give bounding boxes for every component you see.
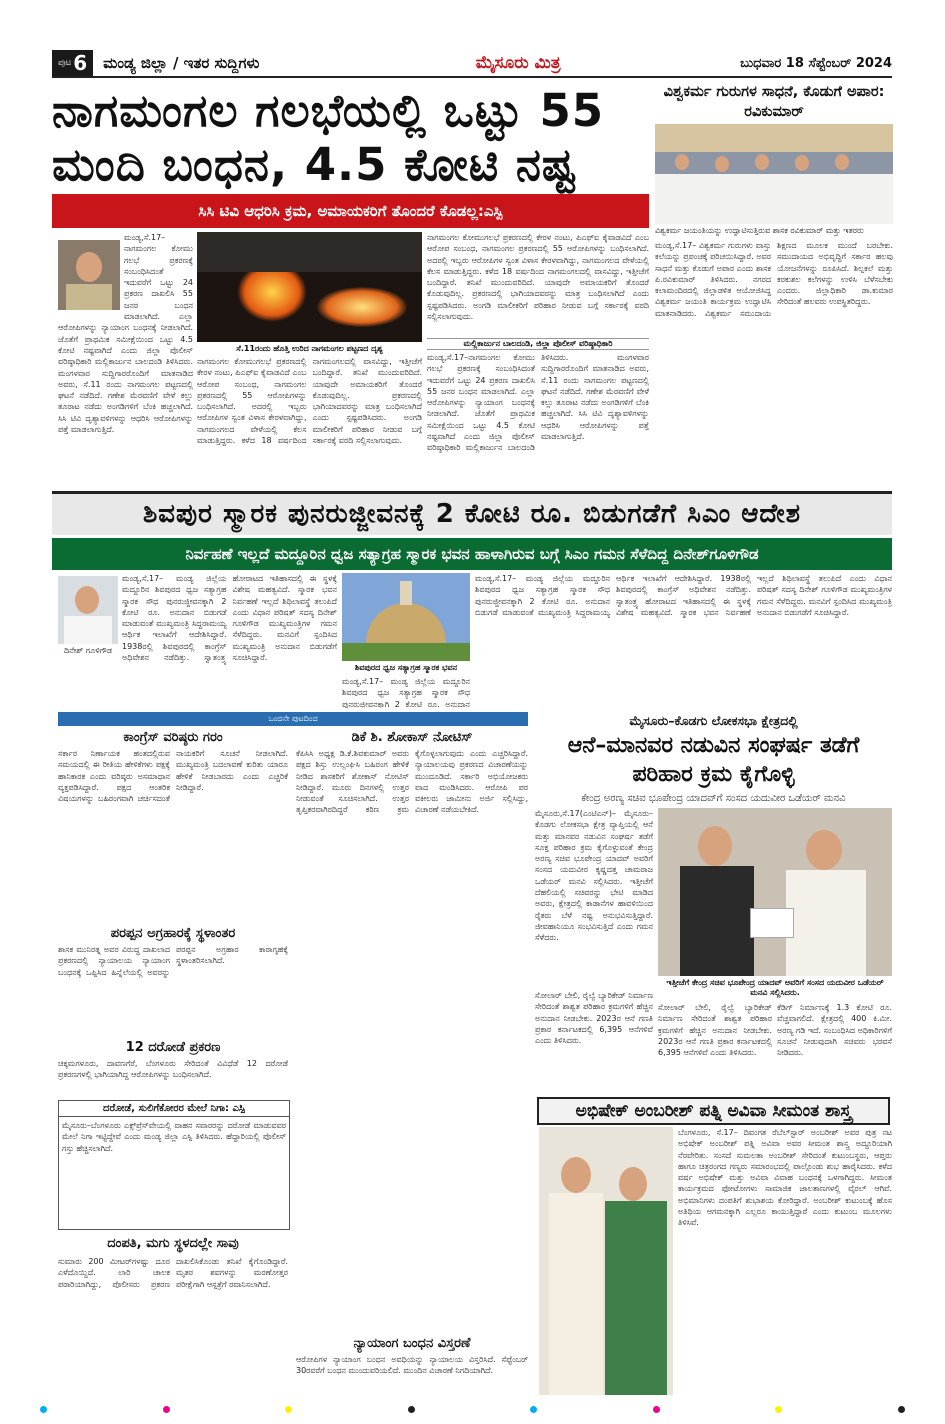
parappana-headline: ಪರಪ್ಪನ ಅಗ್ರಹಾರಕ್ಕೆ ಸ್ಥಳಾಂತರ bbox=[110, 926, 236, 941]
lead-col2 bbox=[197, 356, 422, 488]
vishwakarma-caption: ವಿಶ್ವಕರ್ಮ ಜಯಂತಿಯನ್ನು ಉದ್ಘಾಟಿಸುತ್ತಿರುವ ಶಾಸಕ ರವಿಕುಮಾರ್ ಮತ್ತು ಇತರರು bbox=[655, 226, 864, 235]
parappana-body bbox=[58, 944, 288, 1034]
page-number-box bbox=[52, 50, 93, 76]
elephant-kicker: ಮೈಸೂರು–ಕೊಡಗು ಲೋಕಸಭಾ ಕ್ಷೇತ್ರದಲ್ಲಿ bbox=[629, 713, 798, 728]
lead-col1-text: ಮಂಡ್ಯ,ಸೆ.17–ನಾಗಮಂಗಲ ಕೋಮು ಗಲಭೆ ಪ್ರಕರಣಕ್ಕೆ ಸಂಬಂಧಿಸಿದಂತೆ ಇದುವರೆಗೆ ಒಟ್ಟು 24 ಪ್ರಕರಣ ದಾಖಲಿಸಿ 55 ಜನರ ಬಂಧನ ಮಾಡಲಾಗಿದೆ. ಎಲ್ಲಾ ಆರೋಪಿಗಳನ್ನು ನ್ಯಾಯಾಂಗ ಬಂಧನಕ್ಕೆ ನೀಡಲಾಗಿದೆ. ಜೊತೆಗೆ ಪ್ರಾಥಮಿಕ ಸಮೀಕ್ಷೆಯಿಂದ ಒಟ್ಟು 4.5 ಕೋಟಿ ನಷ್ಟವಾಗಿದೆ ಎಂದು ಜಿಲ್ಲಾ ಪೊಲೀಸ್ ವರಿಷ್ಠಾಧಿಕಾರಿ ಮಲ್ಲಿಕಾರ್ಜುನ ಬಾಲದಂಡಿ ತಿಳಿಸಿದರು. ಮಂಗಳವಾರ ಸುದ್ದಿಗಾರರೊಂದಿಗೆ ಮಾತನಾಡಿದ ಅವರು, ಸೆ.11 ರಂದು ನಾಗಮಂಗಲ ಪಟ್ಟಣದಲ್ಲಿ ಘಟನೆ ನಡೆದಿದೆ. ಗಣೇಶ ಮೆರವಣಿಗೆ ವೇಳೆ ಕಲ್ಲು ತೂರಾಟ ನಡೆದು ಅಂಗಡಿಗಳಿಗೆ ಬೆಂಕಿ ಹಚ್ಚಲಾಗಿದೆ. ಸಿಸಿ ಟಿವಿ ದೃಶ್ಯಾವಳಿಗಳನ್ನು ಆಧರಿಸಿ ಆರೋಪಿಗಳನ್ನು ಪತ್ತೆ ಮಾಡಲಾಗುತ್ತಿದೆ. bbox=[58, 233, 193, 435]
elephant-col3 bbox=[777, 1002, 892, 1090]
elephant-col1b bbox=[535, 990, 653, 1090]
remand-body bbox=[296, 1354, 528, 1396]
shivapura-col3-text: ಮಂಡ್ಯ,ಸೆ.17– ಮಂಡ್ಯ ಜಿಲ್ಲೆಯ ಮದ್ದೂರಿನ ಶಿವಪುರದ ಧ್ವಜ ಸತ್ಯಾಗ್ರಹ ಸ್ಮಾರಕ ಸೌಧ ಪುನರುಜ್ಜೀವನಕ್ಕಾಗಿ 2 ಕೋಟಿ ರೂ. ಅನುದಾನ ಬಿಡುಗಡೆ ಮಾಡುವಂತೆ ಮುಖ್ಯಮಂತ್ರಿ ಸಿದ್ದರಾಮಯ್ಯ ಆರ್ಥಿಕ ಇಲಾಖೆಗೆ ಆದೇಶಿಸಿದ್ದಾರೆ. 1938ರಲ್ಲಿ ಶಿವಪುರದಲ್ಲಿ ಕಾಂಗ್ರೆಸ್ ಅಧಿವೇಶನ ನಡೆದಿತ್ತು. ಸ್ವಾತಂತ್ರ್ಯ ಹೋರಾಟದ ಇತಿಹಾಸದಲ್ಲಿ ಈ ಸ್ಥಳಕ್ಕೆ ವಿಶೇಷ ಮಹತ್ವವಿದೆ. ಸ್ಮಾರಕ ಭವನ ನಿರ್ವಹಣೆ ಇಲ್ಲದೆ ಶಿಥಿಲಾವಸ್ಥೆ ತಲುಪಿದೆ ಎಂದು ವಿಧಾನ ಪರಿಷತ್ ಸದಸ್ಯ ದಿನೇಶ್ ಗೂಳಿಗೌಡ ಮುಖ್ಯಮಂತ್ರಿಗಳ ಗಮನ ಸೆಳೆದಿದ್ದರು. ಮನವಿಗೆ ಸ್ಪಂದಿಸಿದ ಮುಖ್ಯಮಂತ್ರಿ ಅನುದಾನ ಬಿಡುಗಡೆಗೆ ಸೂಚಿಸಿದ್ದಾರೆ. bbox=[475, 574, 892, 617]
raids-body bbox=[58, 1058, 288, 1094]
sp-name-caption: ಮಲ್ಲಿಕಾರ್ಜುನ ಬಾಲದಂಡಿ, ಜಿಲ್ಲಾ ಪೊಲೀಸ್ ವರಿಷ್ಠಾಧಿಕಾರಿ bbox=[427, 338, 649, 350]
reg-dot bbox=[653, 1406, 660, 1413]
dk-body bbox=[296, 748, 528, 1330]
lead-col1 bbox=[58, 232, 193, 488]
couple-headline: ದಂಪತಿ, ಮಗು ಸ್ಥಳದಲ್ಲೇ ಸಾವು bbox=[107, 1236, 239, 1251]
elephant-col1-text: ಮೈಸೂರು,ಸೆ.17(ಎಂಟಿಎನ್)– ಮೈಸೂರು–ಕೊಡಗು ಲೋಕಸಭಾ ಕ್ಷೇತ್ರ ವ್ಯಾಪ್ತಿಯಲ್ಲಿ ಆನೆ ಮತ್ತು ಮಾನವರ ನಡುವಿನ ಸಂಘರ್ಷ ತಡೆಗೆ ಸೂಕ್ತ ಪರಿಹಾರ ಕ್ರಮ ಕೈಗೊಳ್ಳುವಂತೆ ಕೇಂದ್ರ ಅರಣ್ಯ ಸಚಿವ ಭೂಪೇಂದ್ರ ಯಾದವ್ ಅವರಿಗೆ ಸಂಸದ ಯದುವೀರ ಕೃಷ್ಣದತ್ತ ಚಾಮರಾಜ ಒಡೆಯರ್ ಮನವಿ ಸಲ್ಲಿಸಿದರು. ಇತ್ತೀಚೆಗೆ ದೆಹಲಿಯಲ್ಲಿ ಸಚಿವರನ್ನು ಭೇಟಿ ಮಾಡಿದ ಅವರು, ಕ್ಷೇತ್ರದಲ್ಲಿ ಕಾಡಾನೆಗಳ ಹಾವಳಿಯಿಂದ ರೈತರು ಬೆಳೆ ನಷ್ಟ ಅನುಭವಿಸುತ್ತಿದ್ದಾರೆ. ಜೀವಹಾನಿಯೂ ಸಂಭವಿಸುತ್ತಿದೆ ಎಂದು ಗಮನ ಸೆಳೆದರು. bbox=[535, 809, 653, 943]
elephant-col1 bbox=[535, 808, 653, 986]
elephant-subhead: ಕೇಂದ್ರ ಅರಣ್ಯ ಸಚಿವ ಭೂಪೇಂದ್ರ ಯಾದವ್‌ಗೆ ಸಂಸದ ಯದುವೀರ ಒಡೆಯರ್ ಮನವಿ bbox=[581, 793, 846, 804]
vishwakarma-body bbox=[655, 240, 893, 488]
sp-box-headline: ದರೋಡೆ, ಸುಲಿಗೆಕೋರರ ಮೇಲೆ ನಿಗಾ: ಎಸ್ಪಿ bbox=[59, 1101, 289, 1117]
issue-date: ಬುಧವಾರ 18 ಸೆಪ್ಟೆಂಬರ್ 2024 bbox=[740, 55, 892, 71]
elephant-col3-text: ಕೆಡಿಗ್ ನಿರ್ಮಾಣಕ್ಕೆ 1.3 ಕೋಟಿ ರೂ. ವೆಚ್ಚವಾಗಲಿದೆ. ಕ್ಷೇತ್ರದಲ್ಲಿ 400 ಕಿ.ಮೀ. ಅರಣ್ಯ ಗಡಿ ಇದೆ. ಸಂಬಂಧಿಸಿದ ಅಧಿಕಾರಿಗಳಿಗೆ ಸೂಚನೆ ನೀಡುವುದಾಗಿ ಸಚಿವರು ಭರವಸೆ ನೀಡಿದರು. bbox=[777, 1003, 892, 1058]
memorial-photo bbox=[342, 573, 470, 661]
congress-headline: ಕಾಂಗ್ರೆಸ್ ವರಿಷ್ಠರು ಗರಂ bbox=[123, 730, 223, 745]
shivapura-col3 bbox=[475, 573, 892, 708]
continued-bar: ಒಂದನೇ ಪುಟದಿಂದ bbox=[58, 712, 528, 726]
riot-photo-caption: ಸೆ.11ರಂದು ಹೊತ್ತಿ ಉರಿದ ನಾಗಮಂಗಲ ಪಟ್ಟಣದ ದೃಶ್ಯ bbox=[236, 344, 383, 353]
shivapura-subhead: ನಿರ್ವಹಣೆ ಇಲ್ಲದೆ ಮದ್ದೂರಿನ ಧ್ವಜ ಸತ್ಯಾಗ್ರಹ ಸ್ಮಾರಕ ಭವನ ಹಾಳಾಗಿರುವ ಬಗ್ಗೆ ಸಿಎಂ ಗಮನ ಸೆಳೆದಿದ್ದ ದಿನೇಶ್‌ಗೂಳಿಗೌಡ bbox=[52, 538, 892, 570]
elephant-col2 bbox=[658, 1002, 772, 1090]
page-header bbox=[52, 50, 892, 78]
aviva-photo bbox=[539, 1127, 673, 1395]
lead-col4-text: ಮಂಡ್ಯ,ಸೆ.17–ನಾಗಮಂಗಲ ಕೋಮು ಗಲಭೆ ಪ್ರಕರಣಕ್ಕೆ ಸಂಬಂಧಿಸಿದಂತೆ ಇದುವರೆಗೆ ಒಟ್ಟು 24 ಪ್ರಕರಣ ದಾಖಲಿಸಿ 55 ಜನರ ಬಂಧನ ಮಾಡಲಾಗಿದೆ. ಎಲ್ಲಾ ಆರೋಪಿಗಳನ್ನು ನ್ಯಾಯಾಂಗ ಬಂಧನಕ್ಕೆ ನೀಡಲಾಗಿದೆ. ಜೊತೆಗೆ ಪ್ರಾಥಮಿಕ ಸಮೀಕ್ಷೆಯಿಂದ ಒಟ್ಟು 4.5 ಕೋಟಿ ನಷ್ಟವಾಗಿದೆ ಎಂದು ಜಿಲ್ಲಾ ಪೊಲೀಸ್ ವರಿಷ್ಠಾಧಿಕಾರಿ ಮಲ್ಲಿಕಾರ್ಜುನ ಬಾಲದಂಡಿ ತಿಳಿಸಿದರು. ಮಂಗಳವಾರ ಸುದ್ದಿಗಾರರೊಂದಿಗೆ ಮಾತನಾಡಿದ ಅವರು, ಸೆ.11 ರಂದು ನಾಗಮಂಗಲ ಪಟ್ಟಣದಲ್ಲಿ ಘಟನೆ ನಡೆದಿದೆ. ಗಣೇಶ ಮೆರವಣಿಗೆ ವೇಳೆ ಕಲ್ಲು ತೂರಾಟ ನಡೆದು ಅಂಗಡಿಗಳಿಗೆ ಬೆಂಕಿ ಹಚ್ಚಲಾಗಿದೆ. ಸಿಸಿ ಟಿವಿ ದೃಶ್ಯಾವಳಿಗಳನ್ನು ಆಧರಿಸಿ ಆರೋಪಿಗಳನ್ನು ಪತ್ತೆ ಮಾಡಲಾಗುತ್ತಿದೆ. bbox=[427, 353, 649, 453]
minister-caption: ಇತ್ತೀಚೆಗೆ ಕೇಂದ್ರ ಸಚಿವ ಭೂಪೇಂದ್ರ ಯಾದವ್ ಅವರಿಗೆ ಸಂಸದ ಯದುವೀರ ಒಡೆಯರ್ ಮನವಿ ಸಲ್ಲಿಸಿದರು. bbox=[666, 978, 884, 997]
dinesh-caption: ದಿನೇಶ್ ಗೂಳಿಗೌಡ bbox=[64, 646, 112, 655]
lead-subhead: ಸಿಸಿ ಟಿವಿ ಆಧರಿಸಿ ಕ್ರಮ, ಅಮಾಯಕರಿಗೆ ತೊಂದರೆ ಕೊಡಲ್ಲ:ಎಸ್ಪಿ bbox=[52, 194, 649, 228]
shivapura-col1 bbox=[122, 573, 337, 708]
lead-col3-text: ನಾಗಮಂಗಲ ಕೋಮುಗಲಭೆ ಪ್ರಕರಣದಲ್ಲಿ ಕೇರಳ ನಂಟು, ಪಿಎಫ್‌ಐ ಕೈವಾಡವಿದೆ ಎಂಬ ಆರೋಪ ಸಂಬಂಧ, ನಾಗಮಂಗಲ ಪ್ರಕರಣದಲ್ಲಿ 55 ಆರೋಪಿಗಳನ್ನು ಬಂಧಿಸಲಾಗಿದೆ. ಅದರಲ್ಲಿ ಇಬ್ಬರು ಆರೋಪಿಗಳ ಸ್ವಂತ ವಿಳಾಸ ಕೇರಳವಾಗಿದ್ದು, ನಾಗಮಂಗಲದ ವೇಳೆಯಲ್ಲಿ ಕೆಲಸ ಮಾಡುತ್ತಿದ್ದರು. ಕಳೆದ 18 ವರ್ಷದಿಂದ ನಾಗಮಂಗಲದಲ್ಲಿ ವಾಸವಿದ್ದು, ಇತ್ತೀಚೆಗೆ ಬಂದಿದ್ದಾರೆ. ತನಿಖೆ ಮುಂದುವರಿದಿದೆ. ಯಾವುದೇ ಅಮಾಯಕರಿಗೆ ತೊಂದರೆ ಕೊಡುವುದಿಲ್ಲ. ಪ್ರಕರಣದಲ್ಲಿ ಭಾಗಿಯಾದವರನ್ನು ಮಾತ್ರ ಬಂಧಿಸಲಾಗಿದೆ ಎಂದು ಸ್ಪಷ್ಟಪಡಿಸಿದರು. ಅಂಗಡಿ ಮಾಲೀಕರಿಗೆ ಪರಿಹಾರ ನೀಡುವ ಬಗ್ಗೆ ಸರ್ಕಾರಕ್ಕೆ ವರದಿ ಸಲ್ಲಿಸಲಾಗುವುದು. bbox=[427, 233, 649, 322]
dinesh-photo bbox=[58, 576, 118, 644]
reg-dot bbox=[530, 1406, 537, 1413]
elephant-col1b-text: ಸೋಲಾರ್ ಬೇಲಿ, ರೈಲ್ವೆ ಬ್ಯಾರಿಕೇಡ್ ನಿರ್ಮಾಣ ಸೇರಿದಂತೆ ಶಾಶ್ವತ ಪರಿಹಾರ ಕ್ರಮಗಳಿಗೆ ಹೆಚ್ಚಿನ ಅನುದಾನ ನೀಡಬೇಕು. 2023ರ ಆನೆ ಗಣತಿ ಪ್ರಕಾರ ಕರ್ನಾಟಕದಲ್ಲಿ 6,395 ಆನೆಗಳಿವೆ ಎಂದು ತಿಳಿಸಿದರು. bbox=[535, 991, 653, 1046]
couple-body-text: ಸುಮಾರು 200 ಮೀಟರ್‌ಗಳಷ್ಟು ದೂರ ಎಳೆದೊಯ್ದಿದೆ. ಲಾರಿ ಚಾಲಕ ಪರಾರಿಯಾಗಿದ್ದು, ಪೊಲೀಸರು ಪ್ರಕರಣ ದಾಖಲಿಸಿಕೊಂಡು ತನಿಖೆ ಕೈಗೊಂಡಿದ್ದಾರೆ. ಮೃತರ ಶವಗಳನ್ನು ಮರಣೋತ್ತರ ಪರೀಕ್ಷೆಗಾಗಿ ಆಸ್ಪತ್ರೆಗೆ ರವಾನಿಸಲಾಗಿದೆ. bbox=[58, 1257, 288, 1289]
shivapura-col2 bbox=[342, 676, 470, 708]
page-label: ಪುಟ bbox=[58, 58, 72, 68]
reg-dot bbox=[898, 1406, 905, 1413]
reg-dot bbox=[40, 1406, 47, 1413]
memorial-caption: ಶಿವಪುರದ ಧ್ವಜ ಸತ್ಯಾಗ್ರಹ ಸ್ಮಾರಕ ಭವನ bbox=[354, 663, 458, 672]
shivapura-col1-text: ಮಂಡ್ಯ,ಸೆ.17– ಮಂಡ್ಯ ಜಿಲ್ಲೆಯ ಮದ್ದೂರಿನ ಶಿವಪುರದ ಧ್ವಜ ಸತ್ಯಾಗ್ರಹ ಸ್ಮಾರಕ ಸೌಧ ಪುನರುಜ್ಜೀವನಕ್ಕಾಗಿ 2 ಕೋಟಿ ರೂ. ಅನುದಾನ ಬಿಡುಗಡೆ ಮಾಡುವಂತೆ ಮುಖ್ಯಮಂತ್ರಿ ಸಿದ್ದರಾಮಯ್ಯ ಆರ್ಥಿಕ ಇಲಾಖೆಗೆ ಆದೇಶಿಸಿದ್ದಾರೆ. 1938ರಲ್ಲಿ ಶಿವಪುರದಲ್ಲಿ ಕಾಂಗ್ರೆಸ್ ಅಧಿವೇಶನ ನಡೆದಿತ್ತು. ಸ್ವಾತಂತ್ರ್ಯ ಹೋರಾಟದ ಇತಿಹಾಸದಲ್ಲಿ ಈ ಸ್ಥಳಕ್ಕೆ ವಿಶೇಷ ಮಹತ್ವವಿದೆ. ಸ್ಮಾರಕ ಭವನ ನಿರ್ವಹಣೆ ಇಲ್ಲದೆ ಶಿಥಿಲಾವಸ್ಥೆ ತಲುಪಿದೆ ಎಂದು ವಿಧಾನ ಪರಿಷತ್ ಸದಸ್ಯ ದಿನೇಶ್ ಗೂಳಿಗೌಡ ಮುಖ್ಯಮಂತ್ರಿಗಳ ಗಮನ ಸೆಳೆದಿದ್ದರು. ಮನವಿಗೆ ಸ್ಪಂದಿಸಿದ ಮುಖ್ಯಮಂತ್ರಿ ಅನುದಾನ ಬಿಡುಗಡೆಗೆ ಸೂಚಿಸಿದ್ದಾರೆ. bbox=[122, 574, 337, 663]
vishwakarma-body-text: ಮಂಡ್ಯ,ಸೆ.17– ವಿಶ್ವಕರ್ಮ ಗುರುಗಳು ವಾಸ್ತು ಕಲೆಯನ್ನು ಪ್ರಪಂಚಕ್ಕೆ ಪರಿಚಯಿಸಿದ್ದಾರೆ. ಅವರ ಸಾಧನೆ ಮತ್ತು ಕೊಡುಗೆ ಅಪಾರ ಎಂದು ಶಾಸಕ ಪಿ.ರವಿಕುಮಾರ್ ತಿಳಿಸಿದರು. ನಗರದ ಕಲಾಮಂದಿರದಲ್ಲಿ ಜಿಲ್ಲಾಡಳಿತ ಆಯೋಜಿಸಿದ್ದ ವಿಶ್ವಕರ್ಮ ಜಯಂತಿ ಕಾರ್ಯಕ್ರಮ ಉದ್ಘಾಟಿಸಿ ಮಾತನಾಡಿದರು. ವಿಶ್ವಕರ್ಮ ಸಮುದಾಯ ಶಿಕ್ಷಣದ ಮೂಲಕ ಮುಂದೆ ಬರಬೇಕು. ಸಮುದಾಯದ ಅಭಿವೃದ್ಧಿಗೆ ಸರ್ಕಾರ ಹಲವು ಯೋಜನೆಗಳನ್ನು ರೂಪಿಸಿದೆ. ಶಿಲ್ಪಕಲೆ ಮತ್ತು ಕರಕುಶಲ ಕಲೆಗಳನ್ನು ಉಳಿಸಿ ಬೆಳೆಸಬೇಕು ಎಂದರು. ಜಿಲ್ಲಾಧಿಕಾರಿ ಡಾ.ಕುಮಾರ ಸೇರಿದಂತೆ ಹಲವರು ಉಪಸ್ಥಿತರಿದ್ದರು. bbox=[655, 241, 893, 318]
masthead: ಮೈಸೂರು ಮಿತ್ರ bbox=[475, 53, 561, 73]
reg-dot bbox=[408, 1406, 415, 1413]
dk-headline: ಡಿಕೆ ಶಿ. ಶೋಕಾಸ್ ನೋಟಿಸ್ bbox=[351, 730, 473, 745]
section-title: ಮಂಡ್ಯ ಜಿಲ್ಲಾ / ಇತರ ಸುದ್ದಿಗಳು bbox=[103, 54, 260, 72]
remand-headline: ನ್ಯಾಯಾಂಗ ಬಂಧನ ವಿಸ್ತರಣೆ bbox=[353, 1336, 471, 1351]
reg-dot bbox=[285, 1406, 292, 1413]
lead-col4 bbox=[427, 352, 649, 488]
couple-body bbox=[58, 1256, 288, 1396]
aviva-body-text: ಬೆಂಗಳೂರು, ಸೆ.17– ದಿವಂಗತ ರೆಬೆಲ್‌ಸ್ಟಾರ್ ಅಂಬರೀಶ್ ಅವರ ಪುತ್ರ ನಟ ಅಭಿಷೇಕ್ ಅಂಬರೀಶ್ ಪತ್ನಿ ಅವಿವಾ ಅವರ ಸೀಮಂತ ಶಾಸ್ತ್ರ ಅದ್ಧೂರಿಯಾಗಿ ನೆರವೇರಿತು. ಸಂಸದೆ ಸುಮಲತಾ ಅಂಬರೀಶ್ ಸೇರಿದಂತೆ ಕುಟುಂಬಸ್ಥರು, ಆಪ್ತರು ಹಾಗೂ ಚಿತ್ರರಂಗದ ಗಣ್ಯರು ಸಮಾರಂಭದಲ್ಲಿ ಪಾಲ್ಗೊಂಡು ಶುಭ ಹಾರೈಸಿದರು. ಕಳೆದ ವರ್ಷ ಅಭಿಷೇಕ್ ಮತ್ತು ಅವಿವಾ ವಿವಾಹ ಬಂಧನಕ್ಕೆ ಒಳಗಾಗಿದ್ದರು. ಸೀಮಂತ ಕಾರ್ಯಕ್ರಮದ ಫೋಟೋಗಳು ಸಾಮಾಜಿಕ ಜಾಲತಾಣಗಳಲ್ಲಿ ವೈರಲ್ ಆಗಿವೆ. ಅಭಿಮಾನಿಗಳು ದಂಪತಿಗೆ ಶುಭಾಶಯ ಕೋರಿದ್ದಾರೆ. ಅಂಬರೀಶ್ ಕುಟುಂಬಕ್ಕೆ ಹೊಸ ಅತಿಥಿಯ ಆಗಮನಕ್ಕಾಗಿ ಎಲ್ಲರೂ ಕಾಯುತ್ತಿದ್ದಾರೆ ಎಂದು ಕುಟುಂಬ ಮೂಲಗಳು ತಿಳಿಸಿವೆ. bbox=[678, 1128, 892, 1228]
lead-col3 bbox=[427, 232, 649, 336]
raids-headline: 12 ದರೋಡೆ ಪ್ರಕರಣ bbox=[125, 1040, 221, 1055]
raids-body-text: ಚಿಕ್ಕಮಗಳೂರು, ದಾವಣಗೆರೆ, ಬೆಂಗಳೂರು ಸೇರಿದಂತೆ ವಿವಿಧೆಡೆ 12 ದರೋಡೆ ಪ್ರಕರಣಗಳಲ್ಲಿ ಭಾಗಿಯಾಗಿದ್ದ ಆರೋಪಿಗಳನ್ನು ಬಂಧಿಸಲಾಗಿದೆ. bbox=[58, 1059, 288, 1080]
sp-box bbox=[58, 1100, 290, 1230]
page-number: 6 bbox=[73, 51, 88, 75]
lead-headline: ನಾಗಮಂಗಲ ಗಲಭೆಯಲ್ಲಿ ಒಟ್ಟು 55 ಮಂದಿ ಬಂಧನ, 4.5 ಕೋಟಿ ನಷ್ಟ bbox=[52, 84, 605, 191]
sp-box-body-text: ಮೈಸೂರು–ಬೆಂಗಳೂರು ಎಕ್ಸ್‌ಪ್ರೆಸ್‌ವೇಯಲ್ಲಿ ವಾಹನ ಸವಾರರನ್ನು ದರೋಡೆ ಮಾಡುವವರ ಮೇಲೆ ನಿಗಾ ಇಟ್ಟಿದ್ದೇವೆ ಎಂದು ಮಂಡ್ಯ ಜಿಲ್ಲಾ ಎಸ್ಪಿ ತಿಳಿಸಿದರು. ಹೆದ್ದಾರಿಯಲ್ಲಿ ಪೊಲೀಸ್ ಗಸ್ತು ಹೆಚ್ಚಿಸಲಾಗಿದೆ. bbox=[62, 1121, 286, 1153]
minister-photo bbox=[658, 808, 892, 976]
elephant-col2-text: ಸೋಲಾರ್ ಬೇಲಿ, ರೈಲ್ವೆ ಬ್ಯಾರಿಕೇಡ್ ನಿರ್ಮಾಣ ಸೇರಿದಂತೆ ಶಾಶ್ವತ ಪರಿಹಾರ ಕ್ರಮಗಳಿಗೆ ಹೆಚ್ಚಿನ ಅನುದಾನ ನೀಡಬೇಕು. 2023ರ ಆನೆ ಗಣತಿ ಪ್ರಕಾರ ಕರ್ನಾಟಕದಲ್ಲಿ 6,395 ಆನೆಗಳಿವೆ ಎಂದು ತಿಳಿಸಿದರು. bbox=[658, 1003, 772, 1058]
congress-body-text: ಸರ್ಕಾರ ನಿರ್ಣಾಯಕ ಹಂತದಲ್ಲಿರುವ ಸಮಯದಲ್ಲಿ ಈ ರೀತಿಯ ಹೇಳಿಕೆಗಳು ಪಕ್ಷಕ್ಕೆ ಹಾನಿಕಾರಕ ಎಂದು ವರಿಷ್ಠರು ಅಸಮಾಧಾನ ವ್ಯಕ್ತಪಡಿಸಿದ್ದಾರೆ. ಪಕ್ಷದ ಆಂತರಿಕ ವಿಷಯಗಳನ್ನು ಬಹಿರಂಗವಾಗಿ ಚರ್ಚಿಸದಂತೆ ನಾಯಕರಿಗೆ ಸೂಚನೆ ನೀಡಲಾಗಿದೆ. ಮುಖ್ಯಮಂತ್ರಿ ಬದಲಾವಣೆ ಕುರಿತು ಯಾರೂ ಹೇಳಿಕೆ ನೀಡಬಾರದು ಎಂದು ಎಚ್ಚರಿಕೆ ನೀಡಿದ್ದಾರೆ. bbox=[58, 749, 288, 804]
shivapura-col2-text: ಮಂಡ್ಯ,ಸೆ.17– ಮಂಡ್ಯ ಜಿಲ್ಲೆಯ ಮದ್ದೂರಿನ ಶಿವಪುರದ ಧ್ವಜ ಸತ್ಯಾಗ್ರಹ ಸ್ಮಾರಕ ಸೌಧ ಪುನರುಜ್ಜೀವನಕ್ಕಾಗಿ 2 ಕೋಟಿ ರೂ. ಅನುದಾನ bbox=[342, 677, 470, 708]
print-registration-marks bbox=[40, 1406, 905, 1416]
dk-body-text: ಕೆಪಿಸಿಸಿ ಅಧ್ಯಕ್ಷ ಡಿ.ಕೆ.ಶಿವಕುಮಾರ್ ಅವರು ಪಕ್ಷದ ಶಿಸ್ತು ಉಲ್ಲಂಘಿಸಿ ಬಹಿರಂಗ ಹೇಳಿಕೆ ನೀಡಿದ ಶಾಸಕರಿಗೆ ಶೋಕಾಸ್ ನೋಟಿಸ್ ನೀಡಿದ್ದಾರೆ. ಮೂರು ದಿನಗಳಲ್ಲಿ ಉತ್ತರ ನೀಡುವಂತೆ ಸೂಚಿಸಲಾಗಿದೆ. ಉತ್ತರ ತೃಪ್ತಿಕರವಾಗಿರದಿದ್ದರೆ ಕಠಿಣ ಕ್ರಮ ಕೈಗೊಳ್ಳಲಾಗುವುದು ಎಂದು ಎಚ್ಚರಿಸಿದ್ದಾರೆ. ನ್ಯಾಯಾಲಯವು ಪ್ರಕರಣದ ವಿಚಾರಣೆಯನ್ನು ಮುಂದೂಡಿದೆ. ಸರ್ಕಾರಿ ಅಭಿಯೋಜಕರು ವಾದ ಮಂಡಿಸಿದರು. ಆರೋಪಿ ಪರ ವಕೀಲರು ಜಾಮೀನು ಅರ್ಜಿ ಸಲ್ಲಿಸಿದ್ದು, ವಿಚಾರಣೆ ನಡೆಯಬೇಕಿದೆ. bbox=[296, 749, 528, 815]
aviva-body bbox=[678, 1127, 892, 1395]
congress-body bbox=[58, 748, 288, 918]
reg-dot bbox=[775, 1406, 782, 1413]
riot-fire-photo bbox=[197, 232, 422, 342]
elephant-headline: ಆನೆ–ಮಾನವರ ನಡುವಿನ ಸಂಘರ್ಷ ತಡೆಗೆ ಪರಿಹಾರ ಕ್ರಮ ಕೈಗೊಳ್ಳಿ bbox=[567, 733, 860, 787]
remand-body-text: ಆರೋಪಿಗಳ ನ್ಯಾಯಾಂಗ ಬಂಧನ ಅವಧಿಯನ್ನು ನ್ಯಾಯಾಲಯ ವಿಸ್ತರಿಸಿದೆ. ಸೆಪ್ಟೆಂಬರ್ 30ರವರೆಗೆ ಬಂಧನ ಮುಂದುವರಿಯಲಿದೆ. ಮುಂದಿನ ವಿಚಾರಣೆ ನಿಗದಿಯಾಗಿದೆ. bbox=[296, 1355, 528, 1376]
shivapura-headline: ಶಿವಪುರ ಸ್ಮಾರಕ ಪುನರುಜ್ಜೀವನಕ್ಕೆ 2 ಕೋಟಿ ರೂ. ಬಿಡುಗಡೆಗೆ ಸಿಎಂ ಆದೇಶ bbox=[52, 491, 892, 535]
aviva-headline: ಅಭಿಷೇಕ್ ಅಂಬರೀಶ್ ಪತ್ನಿ ಅವಿವಾ ಸೀಮಂತ ಶಾಸ್ತ್ರ bbox=[537, 1097, 890, 1125]
lead-col2-text: ನಾಗಮಂಗಲ ಕೋಮುಗಲಭೆ ಪ್ರಕರಣದಲ್ಲಿ ಕೇರಳ ನಂಟು, ಪಿಎಫ್‌ಐ ಕೈವಾಡವಿದೆ ಎಂಬ ಆರೋಪ ಸಂಬಂಧ, ನಾಗಮಂಗಲ ಪ್ರಕರಣದಲ್ಲಿ 55 ಆರೋಪಿಗಳನ್ನು ಬಂಧಿಸಲಾಗಿದೆ. ಅದರಲ್ಲಿ ಇಬ್ಬರು ಆರೋಪಿಗಳ ಸ್ವಂತ ವಿಳಾಸ ಕೇರಳವಾಗಿದ್ದು, ನಾಗಮಂಗಲದ ವೇಳೆಯಲ್ಲಿ ಕೆಲಸ ಮಾಡುತ್ತಿದ್ದರು. ಕಳೆದ 18 ವರ್ಷದಿಂದ ನಾಗಮಂಗಲದಲ್ಲಿ ವಾಸವಿದ್ದು, ಇತ್ತೀಚೆಗೆ ಬಂದಿದ್ದಾರೆ. ತನಿಖೆ ಮುಂದುವರಿದಿದೆ. ಯಾವುದೇ ಅಮಾಯಕರಿಗೆ ತೊಂದರೆ ಕೊಡುವುದಿಲ್ಲ. ಪ್ರಕರಣದಲ್ಲಿ ಭಾಗಿಯಾದವರನ್ನು ಮಾತ್ರ ಬಂಧಿಸಲಾಗಿದೆ ಎಂದು ಸ್ಪಷ್ಟಪಡಿಸಿದರು. ಅಂಗಡಿ ಮಾಲೀಕರಿಗೆ ಪರಿಹಾರ ನೀಡುವ ಬಗ್ಗೆ ಸರ್ಕಾರಕ್ಕೆ ವರದಿ ಸಲ್ಲಿಸಲಾಗುವುದು. bbox=[197, 357, 422, 446]
parappana-body-text: ಶಾಸಕ ಮುನಿರತ್ನ ಅವರ ವಿರುದ್ಧ ದಾಖಲಾದ ಪ್ರಕರಣದಲ್ಲಿ ನ್ಯಾಯಾಲಯ ನ್ಯಾಯಾಂಗ ಬಂಧನಕ್ಕೆ ಒಪ್ಪಿಸಿದ ಹಿನ್ನೆಲೆಯಲ್ಲಿ ಅವರನ್ನು ಪರಪ್ಪನ ಅಗ್ರಹಾರ ಕಾರಾಗೃಹಕ್ಕೆ ಸ್ಥಳಾಂತರಿಸಲಾಗಿದೆ. bbox=[58, 945, 288, 977]
vishwakarma-headline: ವಿಶ್ವಕರ್ಮ ಗುರುಗಳ ಸಾಧನೆ, ಕೊಡುಗೆ ಅಪಾರ: ರವಿಕುಮಾರ್ bbox=[663, 84, 885, 120]
reg-dot bbox=[163, 1406, 170, 1413]
vishwakarma-photo bbox=[655, 124, 893, 224]
sp-box-body bbox=[59, 1117, 289, 1225]
